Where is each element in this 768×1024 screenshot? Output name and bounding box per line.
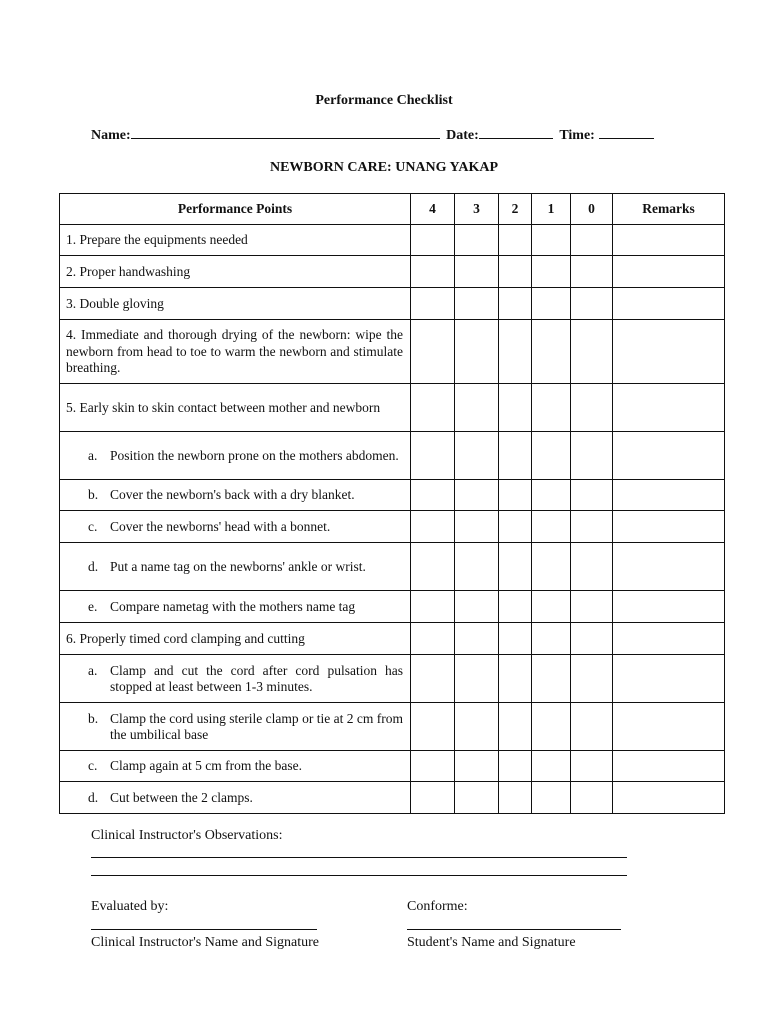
score-4-cell[interactable] — [411, 543, 455, 591]
performance-point-cell — [60, 480, 411, 511]
performance-point-cell — [60, 256, 411, 288]
table-row — [60, 480, 725, 511]
info-line — [91, 126, 654, 144]
performance-point-cell — [60, 751, 411, 782]
remarks-cell[interactable] — [613, 703, 725, 751]
performance-point-text: 1. Prepare the equipments needed — [66, 232, 248, 248]
score-4-cell[interactable] — [411, 480, 455, 511]
score-4-cell[interactable] — [411, 782, 455, 814]
score-2-cell[interactable] — [499, 288, 532, 320]
table-row — [60, 543, 725, 591]
remarks-cell[interactable] — [613, 256, 725, 288]
score-3-cell[interactable] — [455, 655, 499, 703]
performance-point-cell — [60, 782, 411, 814]
sub-item-letter: c. — [88, 758, 98, 774]
remarks-cell[interactable] — [613, 511, 725, 543]
score-4-cell[interactable] — [411, 288, 455, 320]
student-signature-label: Student's Name and Signature — [407, 935, 576, 950]
score-1-cell[interactable] — [532, 225, 571, 256]
performance-point-text: 6. Properly timed cord clamping and cutting — [66, 630, 305, 646]
score-2-cell[interactable] — [499, 432, 532, 480]
score-3-cell[interactable] — [455, 511, 499, 543]
sub-item-text: Clamp and cut the cord after cord pulsation has stopped at least between 1-3 minutes. — [110, 662, 403, 694]
score-4-cell[interactable] — [411, 511, 455, 543]
score-2-cell[interactable] — [499, 543, 532, 591]
time-label: Time: — [559, 128, 595, 143]
remarks-cell[interactable] — [613, 543, 725, 591]
performance-point-cell — [60, 384, 411, 432]
conforme-label: Conforme: — [407, 899, 468, 914]
sub-item-text: Clamp the cord using sterile clamp or tie at 2 cm from the umbilical base — [110, 710, 403, 742]
score-4-cell[interactable] — [411, 384, 455, 432]
remarks-cell[interactable] — [613, 591, 725, 623]
header-score-2: 2 — [499, 194, 532, 225]
performance-point-cell — [60, 288, 411, 320]
sub-item — [88, 599, 403, 616]
table-row — [60, 432, 725, 480]
instructor-signature-label: Clinical Instructor's Name and Signature — [91, 935, 320, 950]
score-2-cell[interactable] — [499, 511, 532, 543]
table-body — [60, 225, 725, 814]
score-0-cell[interactable] — [571, 511, 613, 543]
remarks-cell[interactable] — [613, 480, 725, 511]
score-3-cell[interactable] — [455, 432, 499, 480]
date-field-line[interactable] — [479, 126, 553, 139]
remarks-cell[interactable] — [613, 751, 725, 782]
section-title: NEWBORN CARE: UNANG YAKAP — [269, 160, 499, 175]
sub-item-text: Position the newborn prone on the mothers abdomen. — [110, 447, 399, 463]
performance-point-cell — [60, 225, 411, 256]
header-score-4: 4 — [411, 194, 455, 225]
score-1-cell[interactable] — [532, 623, 571, 655]
score-3-cell[interactable] — [455, 591, 499, 623]
score-2-cell[interactable] — [499, 480, 532, 511]
score-1-cell[interactable] — [532, 782, 571, 814]
performance-point-cell — [60, 511, 411, 543]
score-1-cell[interactable] — [532, 511, 571, 543]
score-3-cell[interactable] — [455, 384, 499, 432]
score-1-cell[interactable] — [532, 288, 571, 320]
table-header-row — [60, 194, 725, 225]
score-2-cell[interactable] — [499, 623, 532, 655]
sub-item-letter: b. — [88, 487, 99, 503]
performance-point-text: 3. Double gloving — [66, 295, 164, 311]
performance-point-cell — [60, 703, 411, 751]
sub-item-text: Clamp again at 5 cm from the base. — [110, 758, 302, 774]
score-2-cell[interactable] — [499, 782, 532, 814]
score-0-cell[interactable] — [571, 384, 613, 432]
performance-point-text: 2. Proper handwashing — [66, 263, 191, 279]
name-field-line[interactable] — [131, 126, 440, 139]
score-4-cell[interactable] — [411, 591, 455, 623]
sub-item — [88, 711, 403, 744]
score-4-cell[interactable] — [411, 432, 455, 480]
table-row — [60, 256, 725, 288]
score-4-cell[interactable] — [411, 256, 455, 288]
score-0-cell[interactable] — [571, 623, 613, 655]
table-row — [60, 384, 725, 432]
score-3-cell[interactable] — [455, 543, 499, 591]
score-4-cell[interactable] — [411, 225, 455, 256]
header-score-1: 1 — [532, 194, 571, 225]
score-0-cell[interactable] — [571, 782, 613, 814]
score-3-cell[interactable] — [455, 225, 499, 256]
performance-point-text: 4. Immediate and thorough drying of the newborn: wipe the newborn from head to toe to warm the newborn and stimulate breathing. — [66, 327, 403, 376]
performance-table — [59, 193, 725, 814]
score-1-cell[interactable] — [532, 703, 571, 751]
sub-item-text: Cover the newborns' head with a bonnet. — [110, 518, 331, 534]
sub-item — [88, 663, 403, 696]
table-row — [60, 782, 725, 814]
score-4-cell[interactable] — [411, 751, 455, 782]
student-signature-line[interactable] — [407, 929, 621, 930]
sub-item-text: Cut between the 2 clamps. — [110, 789, 253, 805]
sub-item-letter: e. — [88, 598, 98, 614]
score-0-cell[interactable] — [571, 432, 613, 480]
observations-line-2[interactable] — [91, 875, 627, 876]
score-2-cell[interactable] — [499, 225, 532, 256]
score-0-cell[interactable] — [571, 480, 613, 511]
remarks-cell[interactable] — [613, 225, 725, 256]
score-3-cell[interactable] — [455, 288, 499, 320]
performance-point-text: 5. Early skin to skin contact between mother and newborn — [66, 399, 381, 415]
score-2-cell[interactable] — [499, 256, 532, 288]
score-3-cell[interactable] — [455, 751, 499, 782]
score-4-cell[interactable] — [411, 655, 455, 703]
header-score-0: 0 — [571, 194, 613, 225]
score-1-cell[interactable] — [532, 751, 571, 782]
sub-item — [88, 487, 403, 504]
score-2-cell[interactable] — [499, 655, 532, 703]
header-score-3: 3 — [455, 194, 499, 225]
sub-item — [88, 559, 403, 576]
score-3-cell[interactable] — [455, 320, 499, 384]
table-row — [60, 623, 725, 655]
table-row — [60, 288, 725, 320]
score-3-cell[interactable] — [455, 623, 499, 655]
table-row — [60, 511, 725, 543]
performance-point-cell — [60, 543, 411, 591]
score-2-cell[interactable] — [499, 591, 532, 623]
score-1-cell[interactable] — [532, 432, 571, 480]
performance-point-cell — [60, 591, 411, 623]
score-0-cell[interactable] — [571, 655, 613, 703]
sub-item-letter: a. — [88, 662, 98, 678]
remarks-cell[interactable] — [613, 384, 725, 432]
score-1-cell[interactable] — [532, 480, 571, 511]
performance-point-cell — [60, 623, 411, 655]
score-1-cell[interactable] — [532, 256, 571, 288]
score-0-cell[interactable] — [571, 320, 613, 384]
score-0-cell[interactable] — [571, 591, 613, 623]
remarks-cell[interactable] — [613, 623, 725, 655]
remarks-cell[interactable] — [613, 655, 725, 703]
sub-item-text: Cover the newborn's back with a dry blanket. — [110, 487, 355, 503]
header-performance-points: Performance Points — [60, 194, 411, 225]
score-1-cell[interactable] — [532, 543, 571, 591]
performance-point-cell — [60, 320, 411, 384]
header-remarks: Remarks — [613, 194, 725, 225]
sub-item — [88, 790, 403, 807]
date-label: Date: — [446, 128, 479, 143]
remarks-cell[interactable] — [613, 782, 725, 814]
score-0-cell[interactable] — [571, 256, 613, 288]
score-0-cell[interactable] — [571, 288, 613, 320]
score-0-cell[interactable] — [571, 751, 613, 782]
score-3-cell[interactable] — [455, 480, 499, 511]
score-4-cell[interactable] — [411, 703, 455, 751]
time-field-line[interactable] — [599, 126, 654, 139]
score-2-cell[interactable] — [499, 320, 532, 384]
observations-line-1[interactable] — [91, 857, 627, 858]
score-0-cell[interactable] — [571, 225, 613, 256]
table-row — [60, 751, 725, 782]
score-4-cell[interactable] — [411, 320, 455, 384]
sub-item-text: Put a name tag on the newborns' ankle or wrist. — [110, 558, 366, 574]
score-3-cell[interactable] — [455, 782, 499, 814]
score-2-cell[interactable] — [499, 751, 532, 782]
table-row — [60, 703, 725, 751]
sub-item-letter: b. — [88, 710, 99, 726]
remarks-cell[interactable] — [613, 288, 725, 320]
score-4-cell[interactable] — [411, 623, 455, 655]
table-row — [60, 591, 725, 623]
table-row — [60, 225, 725, 256]
performance-point-cell — [60, 432, 411, 480]
performance-point-cell — [60, 655, 411, 703]
document-title: Performance Checklist — [315, 93, 453, 108]
sub-item — [88, 448, 403, 465]
score-0-cell[interactable] — [571, 703, 613, 751]
table-row — [60, 320, 725, 384]
table-row — [60, 655, 725, 703]
instructor-signature-line[interactable] — [91, 929, 317, 930]
name-label: Name: — [91, 128, 131, 143]
sub-item-letter: a. — [88, 447, 98, 463]
score-0-cell[interactable] — [571, 543, 613, 591]
sub-item-text: Compare nametag with the mothers name tag — [110, 598, 356, 614]
sub-item-letter: d. — [88, 789, 99, 805]
sub-item — [88, 519, 403, 536]
score-3-cell[interactable] — [455, 703, 499, 751]
score-1-cell[interactable] — [532, 320, 571, 384]
sub-item-letter: d. — [88, 558, 99, 574]
sub-item — [88, 758, 403, 775]
remarks-cell[interactable] — [613, 320, 725, 384]
score-1-cell[interactable] — [532, 591, 571, 623]
observations-label: Clinical Instructor's Observations: — [91, 828, 283, 843]
score-3-cell[interactable] — [455, 256, 499, 288]
score-1-cell[interactable] — [532, 384, 571, 432]
evaluated-by-label: Evaluated by: — [91, 899, 169, 914]
score-2-cell[interactable] — [499, 384, 532, 432]
score-2-cell[interactable] — [499, 703, 532, 751]
sub-item-letter: c. — [88, 518, 98, 534]
remarks-cell[interactable] — [613, 432, 725, 480]
score-1-cell[interactable] — [532, 655, 571, 703]
